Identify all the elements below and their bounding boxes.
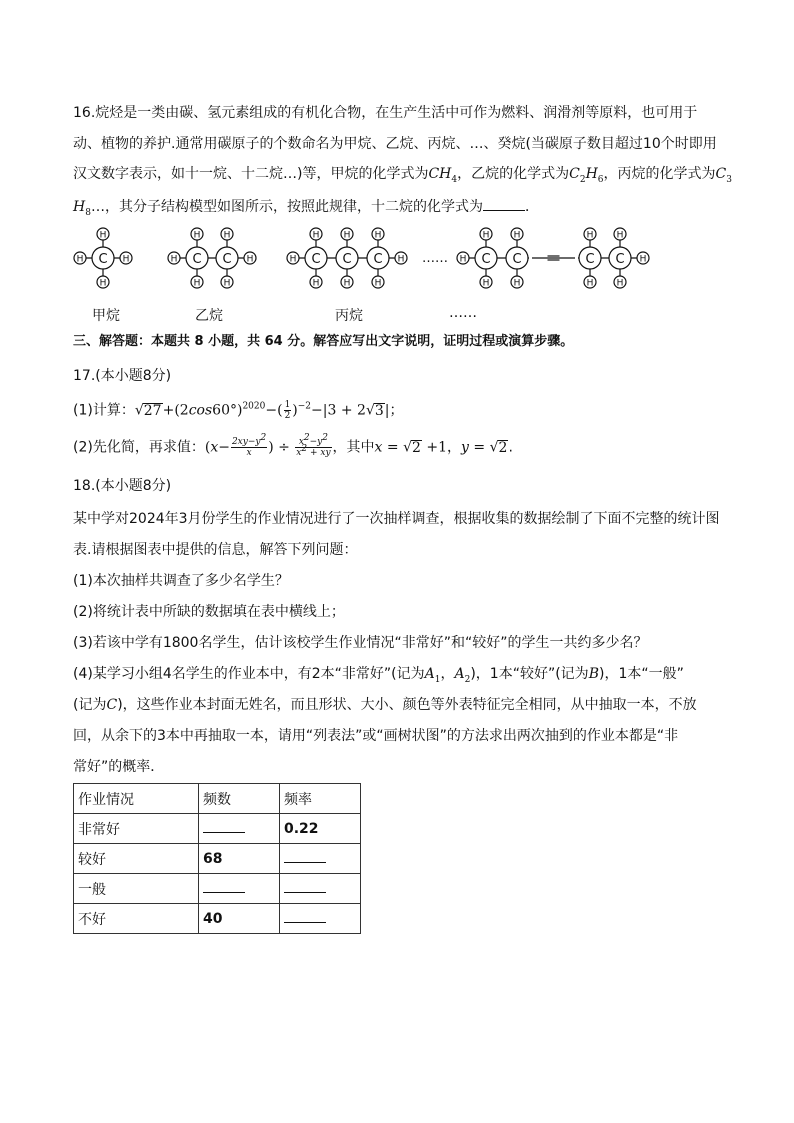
hydrogen-atom-label: H — [312, 278, 320, 289]
carbon-atom-label: C — [311, 252, 321, 267]
hydrogen-atom-label: H — [223, 278, 231, 289]
hydrogen-atom-label: H — [99, 278, 107, 289]
q16-text-4b: …，其分子结构模型如图所示，按照此规律，十二烷的化学式为 — [90, 199, 483, 215]
q18-part-4-line-2: (记为C)，这些作业本封面无姓名，而且形状、大小、颜色等外表特征完全相同，从中抽取一本，不放 — [73, 697, 697, 713]
carbon-atom-label: C — [615, 252, 625, 267]
table-row: 一般 — [74, 874, 361, 904]
ellipsis-dots: …… — [422, 251, 448, 266]
hydrogen-atom-label: H — [482, 278, 490, 289]
hydrogen-atom-label: H — [586, 230, 594, 241]
q16-line-4: $H_8\dots$，其分子结构模型如图所示，按照此规律，十二烷的化学式为 ． — [73, 199, 539, 218]
carbon-atom-label: C — [512, 252, 522, 267]
q18-intro-2: 表.请根据图表中提供的信息，解答下列问题： — [73, 542, 358, 558]
q16-line-1: 16.烷烃是一类由碳、氢元素组成的有机化合物，在生产生活中可作为燃料、润滑剂等原料，也可用于 — [73, 105, 698, 121]
hydrogen-atom-label: H — [312, 230, 320, 241]
hydrogen-atom-label: H — [397, 254, 405, 265]
hydrogen-atom-label: H — [459, 254, 467, 265]
hydrogen-atom-label: H — [374, 278, 382, 289]
hydrogen-atom-label: H — [76, 254, 84, 265]
carbon-atom-label: C — [222, 252, 232, 267]
section-3-heading: 三、解答题：本题共 8 小题，共 64 分。解答应写出文字说明，证明过程或演算步骤。 — [73, 334, 574, 349]
q16-text-3a: 汉文数字表示，如十一烷、十二烷…)等，甲烷的化学式为 — [73, 166, 429, 182]
label-propane: 丙烷 — [335, 308, 363, 324]
hydrogen-atom-label: H — [122, 254, 130, 265]
q16-text-3c: ，丙烷的化学式为 — [603, 166, 716, 182]
hydrogen-atom-label: H — [246, 254, 254, 265]
q18-part-4-line-3: 回，从余下的3本中再抽取一本，请用“列表法”或“画树状图”的方法求出两次抽到的作业本都是“非 — [73, 728, 679, 744]
q16-line-3: 汉文数字表示，如十一烷、十二烷…)等，甲烷的化学式为$CH_4$，乙烷的化学式为$C_2H_6$，丙烷的化学式为$C_3$ — [73, 166, 732, 185]
hydrogen-atom-label: H — [616, 230, 624, 241]
hydrogen-atom-label: H — [343, 230, 351, 241]
hydrogen-atom-label: H — [586, 278, 594, 289]
carbon-atom-label: C — [98, 252, 108, 267]
alkane-structure-diagram — [70, 222, 670, 302]
fill-blank[interactable] — [203, 880, 245, 893]
statistics-table — [73, 783, 361, 934]
header-count: 频数 — [199, 784, 280, 814]
hydrogen-atom-label: H — [374, 230, 382, 241]
label-ethane: 乙烷 — [195, 308, 223, 324]
header-category: 作业情况 — [74, 784, 199, 814]
q16-text-3b: ，乙烷的化学式为 — [457, 166, 570, 182]
fill-blank[interactable] — [284, 880, 326, 893]
carbon-atom-label: C — [373, 252, 383, 267]
table-row: 较好 68 — [74, 844, 361, 874]
q18-part-4: (4)某学习小组4名学生的作业本中，有2本“非常好”(记为$A_1$，$A_2$)，1本“较好”(记为B)，1本“一般” — [73, 666, 684, 685]
hydrogen-atom-label: H — [616, 278, 624, 289]
header-frequency: 频率 — [280, 784, 361, 814]
q18-part-4-line-4: 常好”的概率． — [73, 759, 165, 775]
q17-part-1: (1)计算：$√27+(2\cos 60^\circ)^{2020}-$( $\frac{1}{2}$ )$^{-2}$−|3 + 2√3|； — [73, 400, 404, 421]
hydrogen-atom-label: H — [513, 230, 521, 241]
q18-part-1: (1)本次抽样共调查了多少名学生？ — [73, 573, 289, 589]
fill-blank[interactable] — [203, 820, 245, 833]
hydrogen-atom-label: H — [482, 230, 490, 241]
label-ellipsis: …… — [449, 305, 477, 321]
hydrogen-atom-label: H — [99, 230, 107, 241]
q18-header: 18.(本小题8分) — [73, 478, 172, 494]
table-row: 不好 40 — [74, 904, 361, 934]
label-methane: 甲烷 — [92, 308, 120, 324]
table-row: 非常好 0.22 — [74, 814, 361, 844]
carbon-atom-label: C — [585, 252, 595, 267]
carbon-atom-label: C — [342, 252, 352, 267]
table-header-row — [74, 784, 361, 814]
hydrogen-atom-label: H — [289, 254, 297, 265]
hydrogen-atom-label: H — [639, 254, 647, 265]
q17-header: 17.(本小题8分) — [73, 368, 172, 384]
carbon-atom-label: C — [192, 252, 202, 267]
hydrogen-atom-label: H — [193, 230, 201, 241]
hydrogen-atom-label: H — [170, 254, 178, 265]
carbon-atom-label: C — [481, 252, 491, 267]
hydrogen-atom-label: H — [193, 278, 201, 289]
hydrogen-atom-label: H — [343, 278, 351, 289]
fill-blank[interactable] — [284, 910, 326, 923]
q17-part-2: (2)先化简，再求值：(x− $\frac{2xy-y^2}{x}$ ) ÷ $\frac{x^2-y^2}{x^2 + xy}$ ，其中x = √2 +1，y = √2. — [73, 433, 513, 458]
q18-part-3: (3)若该中学有1800名学生，估计该校学生作业情况“非常好”和“较好”的学生一共约多少名？ — [73, 635, 648, 651]
q18-part-2: (2)将统计表中所缺的数据填在表中横线上； — [73, 604, 345, 620]
q18-intro-1: 某中学对2024年3月份学生的作业情况进行了一次抽样调查，根据收集的数据绘制了下面不完整的统计图 — [73, 511, 720, 527]
answer-blank[interactable] — [483, 198, 525, 211]
hydrogen-atom-label: H — [513, 278, 521, 289]
q16-line-2: 动、植物的养护.通常用碳原子的个数命名为甲烷、乙烷、丙烷、…、癸烷(当碳原子数目超过10个时即用 — [73, 136, 717, 152]
hydrogen-atom-label: H — [223, 230, 231, 241]
fill-blank[interactable] — [284, 850, 326, 863]
